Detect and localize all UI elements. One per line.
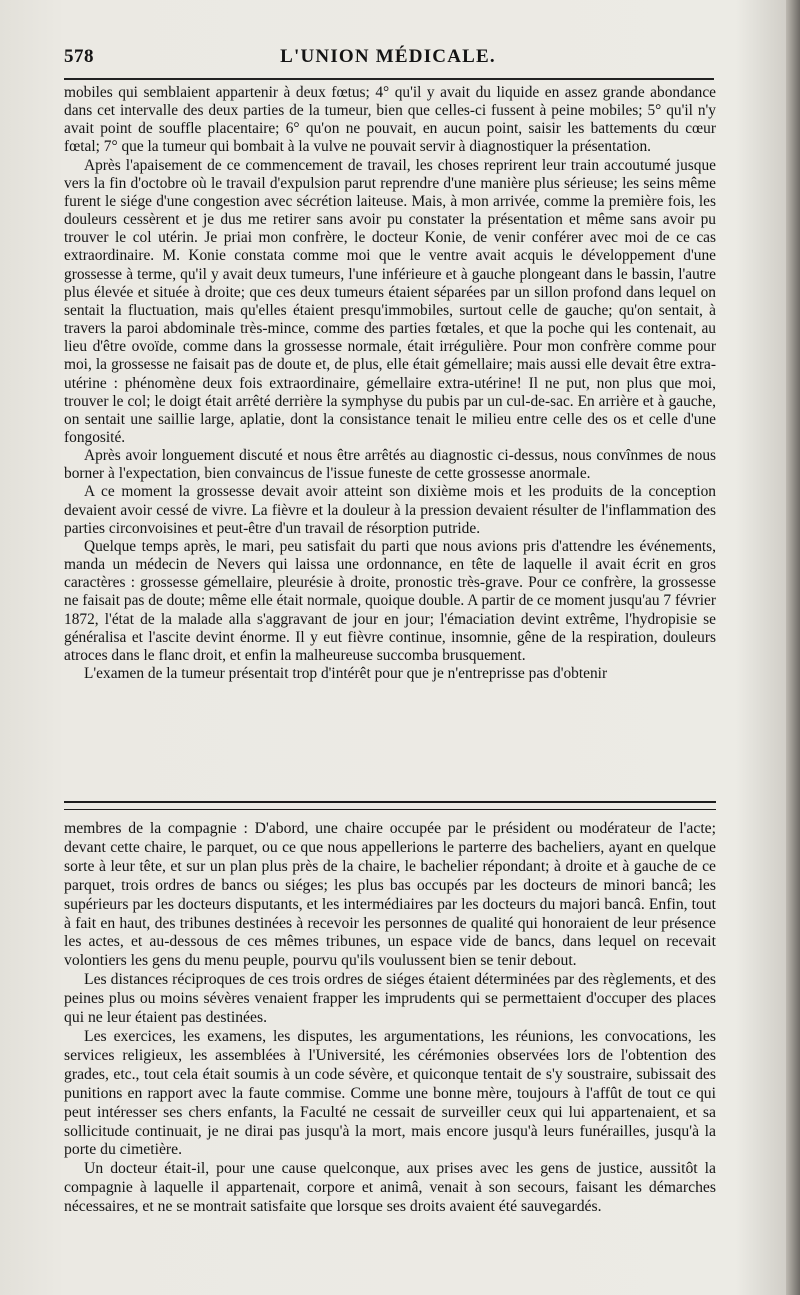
page-edge-shadow <box>786 0 800 1295</box>
paragraph: Après avoir longuement discuté et nous être arrêtés au diagnostic ci-dessus, nous convînmes de nous borner à l'expectation, bien convaincus de l'issue funeste de cette grossesse anormale. <box>64 447 716 483</box>
paragraph: membres de la compagnie : D'abord, une chaire occupée par le président ou modérateur de l'acte; devant cette chaire, le parquet, ou ce que nous appellerions le parterre des bacheliers, ayant en quelque sorte à leur tête, et sur un plan plus près de la chaire, le bachelier répondant; à droite et à gauche de ce parquet, trois ordres de bancs ou siéges; les plus bas occupés par les docteurs de minori bancâ; les supérieurs par les docteurs disputants, et les intermédiaires par les docteurs du majori bancâ. Enfin, tout à fait en haut, des tribunes destinées à recevoir les personnes de qualité qui honoraient de leur présence les actes, et au-dessous de ces mêmes tribunes, un espace vide de bancs, dans lequel on recevait volontiers les gens du menu peuple, pourvu qu'ils voulussent bien se tenir debout. <box>64 820 716 970</box>
header-rule <box>64 78 714 80</box>
paragraph: Après l'apaisement de ce commencement de travail, les choses reprirent leur train accoutumé jusque vers la fin d'octobre où le travail d'expulsion parut reprendre d'une manière plus sérieuse; les seins même furent le siége d'une congestion avec sécrétion laiteuse. Mais, à mon arrivée, comme la première fois, les douleurs cessèrent et je dus me retirer sans avoir pu constater la présentation et même sans avoir pu trouver le col utérin. Je priai mon confrère, le docteur Konie, de venir conférer avec moi de ce cas extraordinaire. M. Konie constata comme moi que le ventre avait acquis le développement d'une grossesse à terme, qu'il y avait deux tumeurs, l'une inférieure et à gauche plongeant dans le bassin, l'autre plus élevée et située à droite; que ces deux tumeurs étaient séparées par un sillon profond dans lequel on sentait la fluctuation, mais qu'elles étaient presqu'immobiles, surtout celle de gauche; qu'on sentait, à travers la paroi abdominale très-mince, comme des parties fœtales, et que la poche qui les contenait, au lieu d'être ovoïde, comme dans la grossesse normale, était irrégulière. Pour mon confrère comme pour moi, la grossesse ne faisait pas de doute et, de plus, elle était gémellaire; mais aussi elle devait être extra-utérine : phénomène deux fois extraordinaire, gémellaire extra-utérine! Il ne put, non plus que moi, trouver le col; le doigt était arrêté derrière la symphyse du pubis par un cul-de-sac. En arrière et à gauche, on sentait une saillie large, aplatie, dont la consistance tenait le milieu entre celle des os et celle d'une fongosité. <box>64 156 716 446</box>
feuilleton-divider <box>64 801 716 810</box>
paragraph: Les exercices, les examens, les disputes, les argumentations, les réunions, les convocations, les services religieux, les assemblées à l'Université, les cérémonies observées lors de l'obtention des grades, etc., tout cela était soumis à un code sévère, et quiconque tentait de s'y soustraire, subissait des punitions en rapport avec la faute commise. Comme une bonne mère, toujours à l'affût de tout ce qui peut intéresser ses chers enfants, la Faculté ne cessait de surveiller ceux qui lui appartenaient, et sa sollicitude continuait, je ne dirai pas jusqu'à la mort, mais encore jusqu'à leurs funérailles, jusqu'à la porte du cimetière. <box>64 1027 716 1159</box>
page-header <box>64 44 712 74</box>
paragraph: mobiles qui semblaient appartenir à deux fœtus; 4° qu'il y avait du liquide en assez grande abondance dans cet intervalle des deux parties de la tumeur, bien que celles-ci fussent à peine mobiles; 5° qu'il n'y avait point de souffle placentaire; 6° qu'on ne pouvait, en aucun point, saisir les battements du cœur fœtal; 7° que la tumeur qui bombait à la vulve ne pouvait servir à diagnostiquer la présentation. <box>64 84 716 156</box>
paragraph: L'examen de la tumeur présentait trop d'intérêt pour que je n'entreprisse pas d'obtenir <box>84 665 608 682</box>
page-number: 578 <box>64 46 94 67</box>
paragraph: Un docteur était-il, pour une cause quelconque, aux prises avec les gens de justice, aussitôt la compagnie à laquelle il appartenait, corpore et animâ, venait à son secours, faisant les démarches nécessaires, et ne se montrait satisfaite que lorsque ses droits avaient été sauvegardés. <box>64 1160 716 1216</box>
article-column-upper <box>64 84 716 683</box>
paragraph: A ce moment la grossesse devait avoir atteint son dixième mois et les produits de la conception devaient avoir cessé de vivre. La fièvre et la douleur à la pression devaient résulter de l'inflammation des parties circonvoisines et peut-être d'un travail de résorption putride. <box>64 483 716 537</box>
running-title: L'UNION MÉDICALE. <box>280 46 496 67</box>
paragraph: Les distances réciproques de ces trois ordres de siéges étaient déterminées par des règlements, et des peines plus ou moins sévères venaient frapper les imprudents qui se permettaient d'occuper des places qui ne leur étaient pas destinées. <box>64 971 716 1027</box>
feuilleton-column <box>64 820 716 1217</box>
paragraph: Quelque temps après, le mari, peu satisfait du parti que nous avions pris d'attendre les événements, manda un médecin de Nevers qui laissa une ordonnance, en tête de laquelle il avait écrit en gros caractères : grossesse gémellaire, pleurésie à droite, pronostic très-grave. Pour ce confrère, la grossesse ne faisait pas de doute; même elle était normale, quoique double. A partir de ce moment jusqu'au 7 février 1872, l'état de la malade alla s'aggravant de jour en jour; l'émaciation devint extrême, l'hydropisie se généralisa et l'ascite devint énorme. Il y eut fièvre continue, insomnie, gêne de la respiration, douleurs atroces dans le flanc droit, et enfin la malheureuse succomba brusquement. <box>64 537 716 664</box>
